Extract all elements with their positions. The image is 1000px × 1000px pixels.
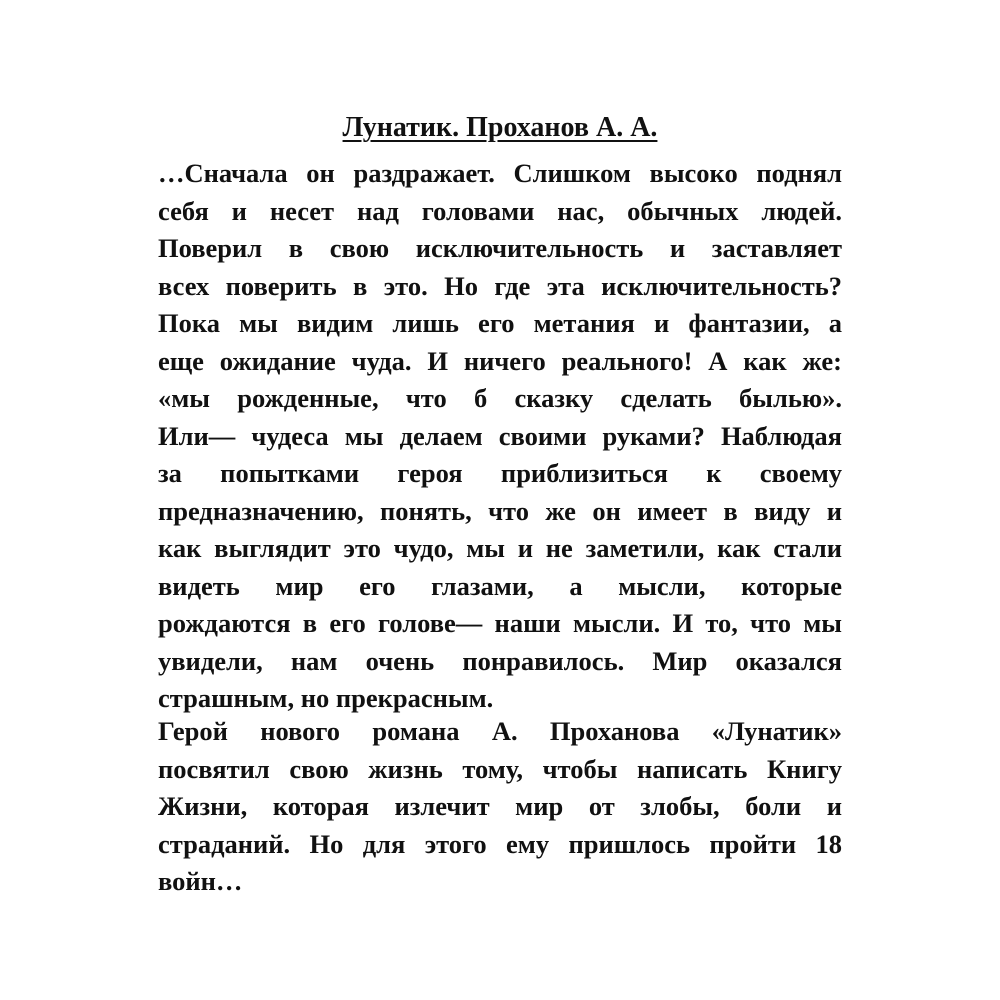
book-title: Лунатик. Проханов А. А.	[342, 112, 658, 143]
text-line: Жизни, которая излечит мир от злобы, боли и	[158, 791, 842, 821]
text-line: …Сначала он раздражает. Слишком высоко поднял	[158, 158, 842, 188]
text-line: как выглядит это чудо, мы и не заметили, как стали	[158, 533, 842, 563]
text-line: страшным, но прекрасным.	[158, 683, 494, 713]
paragraph-1	[158, 155, 842, 718]
paragraph-2	[158, 713, 842, 901]
text-line: Или— чудеса мы делаем своими руками? Наблюдая	[158, 420, 842, 451]
text-line: Герой нового романа А. Проханова «Лунатик»	[158, 716, 842, 746]
text-line: видеть мир его глазами, а мысли, которые	[158, 570, 842, 601]
text-line: посвятил свою жизнь тому, чтобы написать Книгу	[158, 753, 842, 784]
text-line: еще ожидание чуда. И ничего реального! А как же:	[158, 345, 842, 376]
text-line: предназначению, понять, что же он имеет в виду и	[158, 495, 842, 526]
text-line: войн…	[158, 866, 243, 896]
text-line: «мы рожденные, что б сказку сделать былью».	[158, 383, 842, 413]
text-line: себя и несет над головами нас, обычных людей.	[158, 195, 842, 226]
text-line: Пока мы видим лишь его метания и фантазии, а	[158, 308, 842, 338]
text-line: увидели, нам очень понравилось. Мир оказался	[158, 645, 842, 676]
text-line: рождаются в его голове— наши мысли. И то, что мы	[158, 608, 842, 638]
text-line: Поверил в свою исключительность и заставляет	[158, 233, 842, 263]
text-line: страданий. Но для этого ему пришлось пройти 18	[158, 828, 842, 859]
text-line: всех поверить в это. Но где эта исключительность?	[158, 270, 842, 301]
text-line: за попытками героя приблизиться к своему	[158, 458, 842, 488]
